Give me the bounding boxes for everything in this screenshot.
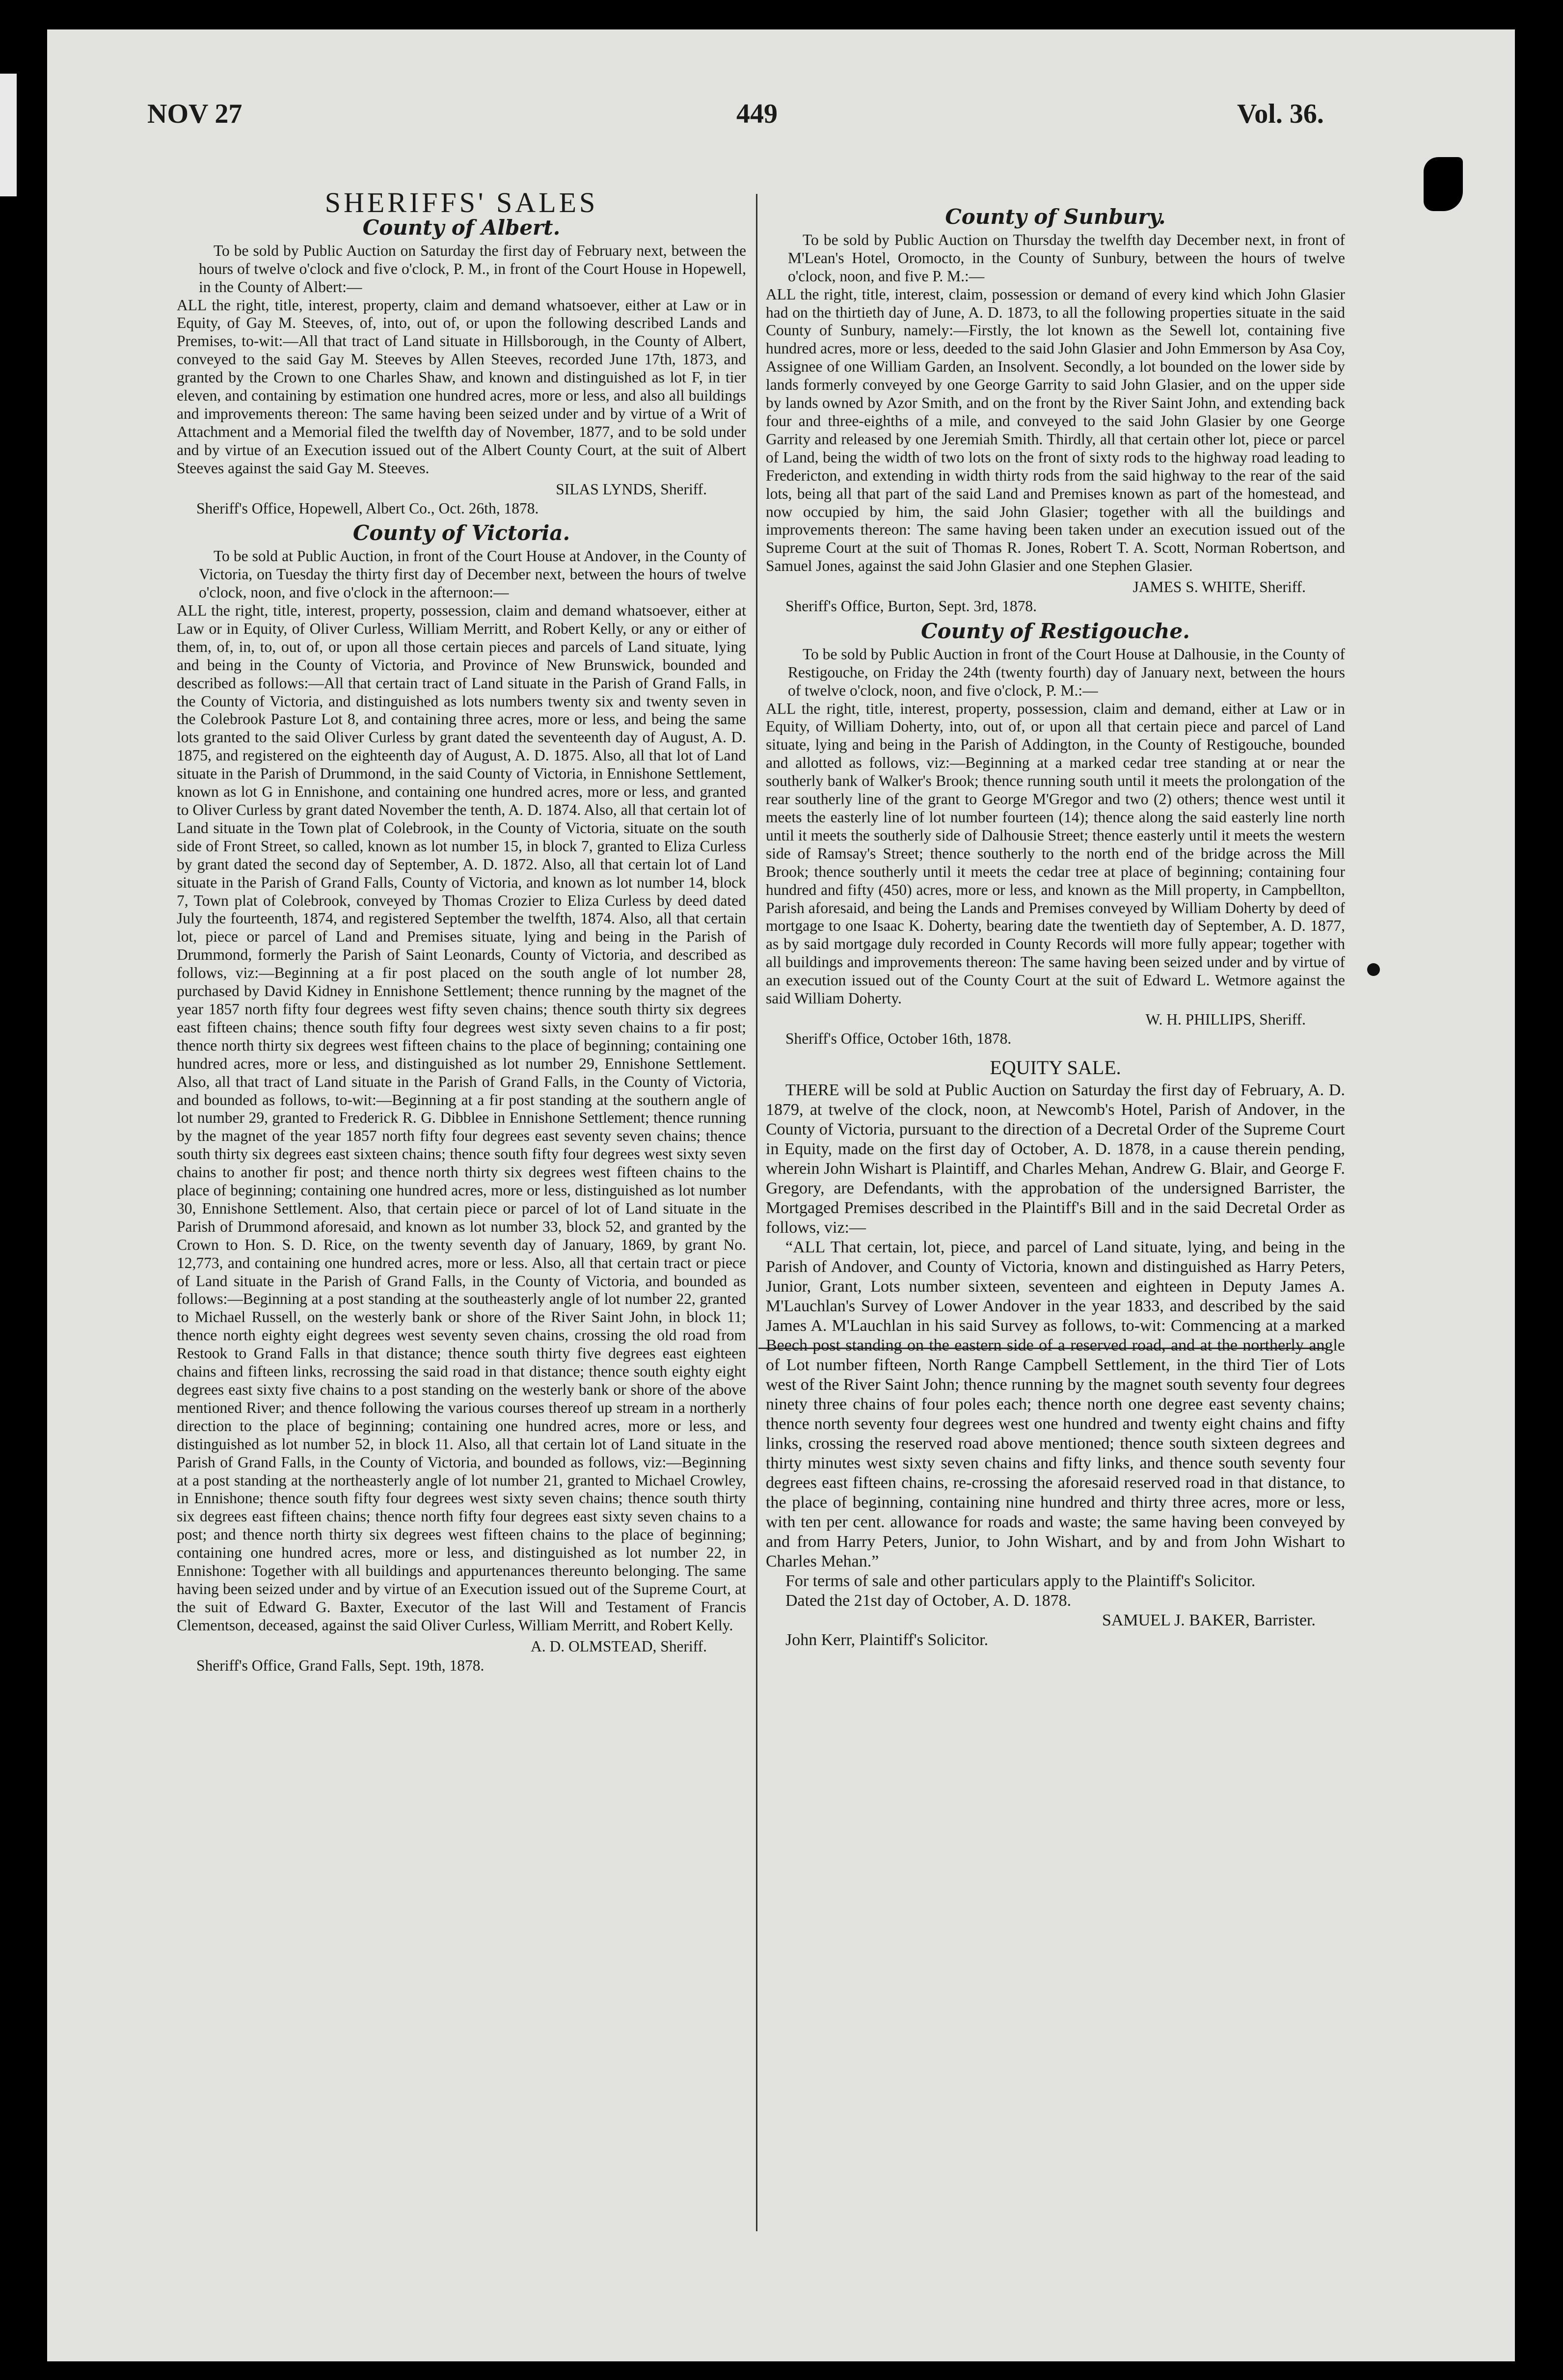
left-column	[177, 187, 747, 1675]
albert-lead: To be sold by Public Auction on Saturday the first day of February next, between the hours of twelve o'clock and five o'clock, P. M., in front of the Court House in Hopewell, in the County of Albert:—	[199, 242, 746, 296]
punch-hole-dot	[1367, 963, 1380, 976]
equity-para-2: “ALL That certain, lot, piece, and parcel of Land situate, lying, and being in the Parish of Andover, and County of Victoria, known and distinguished as Harry Peters, Junior, Grant, Lots number sixteen, seventeen and eighteen in Deputy James A. M'Lauchlan's Survey of Lower Andover in the year 1833, and described by the said James A. M'Lauchlan in his said Survey as follows, to-wit: Commencing at a marked Beech post standing on the eastern side of a reserved road, and at the northerly angle of Lot number fifteen, North Range Campbell Settlement, in the third Tier of Lots west of the River Saint John; thence running by the magnet south seventy four degrees ninety three chains of four poles each; thence north one degree east seventy chains; thence north seventy four degrees west one hundred and twenty eight chains and fifty links, crossing the reserved road above mentioned; thence south sixteen degrees and thirty minutes west sixty seven chains and fifty links, and thence south seventy four degrees east fifteen chains, re-crossing the aforesaid reserved road in that distance, to the place of beginning, containing nine hundred and thirty three acres, more or less, with ten per cent. allowance for roads and waste; the same having been conveyed by and from Harry Peters, Junior, to John Wishart, and by and from John Wishart to Charles Mehan.”	[766, 1238, 1345, 1570]
albert-body: ALL the right, title, interest, property, claim and demand whatsoever, either at Law or in Equity, of Gay M. Steeves, of, into, out of, or upon the following described Lands and Premises, to-wit:—All that tract of Land situate in Hillsborough, in the County of Albert, conveyed to the said Gay M. Steeves by Allen Steeves, recorded June 17th, 1873, and granted by the Crown to one Charles Shaw, and known and distinguished as lot F, in tier eleven, and containing by estimation one hundred acres, more or less, and also all buildings and improvements thereon: The same having been seized under and by virtue of a Writ of Attachment and a Memorial filed the twelfth day of November, 1877, and to be sold under and by virtue of an Execution issued out of the Albert County Court, at the suit of Albert Steeves against the said Gay M. Steeves.	[177, 296, 746, 477]
sunbury-heading: County of Sunbury.	[945, 205, 1166, 229]
equity-sale-section	[766, 1058, 1345, 1650]
equity-solicitor: John Kerr, Plaintiff's Solicitor.	[785, 1630, 989, 1649]
restigouche-heading: County of Restigouche.	[921, 619, 1190, 643]
equity-dated: Dated the 21st day of October, A. D. 1878.	[785, 1591, 1072, 1610]
victoria-office: Sheriff's Office, Grand Falls, Sept. 19th, 1878.	[196, 1656, 485, 1674]
header-date: NOV 27	[147, 99, 243, 129]
restigouche-signature: W. H. PHILLIPS, Sheriff.	[1145, 1010, 1306, 1028]
right-column	[766, 201, 1345, 1650]
section-title: SHERIFFS' SALES	[324, 187, 598, 218]
albert-office: Sheriff's Office, Hopewell, Albert Co., Oct. 26th, 1878.	[196, 499, 539, 517]
sunbury-signature: JAMES S. WHITE, Sheriff.	[1132, 578, 1306, 596]
victoria-signature: A. D. OLMSTEAD, Sheriff.	[530, 1637, 707, 1655]
volume-label: Vol. 36.	[1237, 99, 1324, 129]
restigouche-lead: To be sold by Public Auction in front of the Court House at Dalhousie, in the County of Restigouche, on Friday the 24th (twenty fourth) day of January next, between the hours of twelve o'clock, noon, and five o'clock, P. M.:—	[788, 645, 1345, 699]
column-divider	[756, 194, 757, 2231]
equity-para-1: THERE will be sold at Public Auction on Saturday the first day of February, A. D. 1879, at twelve of the clock, noon, at Newcomb's Hotel, Parish of Andover, in the County of Victoria, pursuant to the direction of a Decretal Order of the Supreme Court in Equity, made on the first day of October, A. D. 1878, in a cause therein pending, wherein John Wishart is Plaintiff, and Charles Mehan, Andrew G. Blair, and George F. Gregory, are Defendants, with the approbation of the undersigned Barrister, the Mortgaged Premises described in the Plaintiff's Bill and in the said Decretal Order as follows, viz:—	[766, 1081, 1345, 1237]
equity-heading: EQUITY SALE.	[990, 1056, 1121, 1079]
victoria-heading: County of Victoria.	[352, 521, 570, 545]
victoria-body: ALL the right, title, interest, property, possession, claim and demand whatsoever, either at Law or in Equity, of Oliver Curless, William Merritt, and Robert Kelly, or any or either of them, of, in, to, out of, or upon all those certain pieces and parcels of Land situate, lying and being in the County of Victoria, and Province of New Brunswick, bounded and described as follows:—All that certain tract of Land situate in the Parish of Grand Falls, in the County of Victoria, and distinguished as lots numbers twenty six and twenty seven in the Colebrook Pasture Lot 8, and containing three acres, more or less, and being the same lots granted to the said Oliver Curless by grant dated the seventeenth day of August, A. D. 1875, and registered on the eighteenth day of August, A. D. 1875. Also, all that lot of Land situate in the Parish of Drummond, in the said County of Victoria, in Ennishone Settlement, known as lot G in Ennishone, and containing one hundred acres, more or less, and granted to Oliver Curless by grant dated November the tenth, A. D. 1874. Also, all that certain lot of Land situate in the Town plat of Colebrook, in the County of Victoria, situate on the south side of Front Street, so called, known as lot number 15, in block 7, granted to Eliza Curless by grant dated the second day of September, A. D. 1872. Also, all that certain lot of Land situate in the Parish of Grand Falls, County of Victoria, and known as lot number 14, block 7, Town plat of Colebrook, conveyed by Thomas Crozier to Eliza Curless by deed dated July the fourteenth, 1874, and registered September the twelfth, 1874. Also, all that certain lot, piece or parcel of Land and Premises situate, lying and being in the Parish of Drummond, formerly the Parish of Saint Leonards, County of Victoria, and described as follows, viz:—Beginning at a fir post placed on the south angle of lot number 28, purchased by David Kidney in Ennishone Settlement; thence running by the magnet of the year 1857 north fifty four degrees west fifty seven chains; thence south thirty six degrees east fifteen chains; thence south fifty four degrees west sixty seven chains to a fir post; thence north thirty six degrees west fifteen chains to the place of beginning; containing one hundred acres, more or less, and distinguished as lot number 29, Ennishone Settlement. Also, all that tract of Land situate in the Parish of Grand Falls, in the County of Victoria, and bounded as follows, to-wit:—Beginning at a fir post standing at the southern angle of lot number 29, granted to Frederick R. G. Dibblee in Ennishone Settlement; thence running by the magnet of the year 1857 north fifty four degrees east seventy seven chains; thence south thirty six degrees east sixteen chains; thence south fifty four degrees west sixty seven chains to another fir post; and thence north thirty six degrees west fifteen chains to the place of beginning; containing one hundred acres, more or less, distinguished as lot number 30, Ennishone Settlement. Also, that certain piece or parcel of lot of Land situate in the Parish of Drummond aforesaid, and known as lot number 33, block 52, and granted by the Crown to Hon. S. D. Rice, on the twenty seventh day of January, 1869, by grant No. 12,773, and containing one hundred acres, more or less. Also, all that certain tract or piece of Land situate in the Parish of Grand Falls, in the County of Victoria, and bounded as follows:—Beginning at a post standing at the southeasterly angle of lot number 22, granted to Michael Russell, on the westerly bank or shore of the River Saint John, in block 11; thence north eighty eight degrees west seventy seven chains, crossing the old road from Restook to Grand Falls in that distance; thence south thirty five degrees east eighteen chains and fifteen links, recrossing the said road in that distance; thence south eighty eight degrees east sixty five chains to a post standing on the westerly bank or shore of the above mentioned River; and thence following the various courses thereof up stream in a northerly direction to the place of beginning; containing one hundred acres, more or less, and distinguished as lot number 52, in block 11. Also, all that certain lot of Land situate in the Parish of Grand Falls, in the County of Victoria, and bounded as follows, viz:—Beginning at a post standing at the northeasterly angle of lot number 21, granted to Michael Crowley, in Ennishone; thence south fifty four degrees west sixty seven chains; thence south thirty six degrees east fifteen chains; thence north fifty four degrees east sixty seven chains to a post; and thence north thirty six degrees west fifteen chains to the place of beginning; containing one hundred acres, more or less, and distinguished as lot number 22, in Ennishone: Together with all buildings and appurtenances thereunto belonging. The same having been seized under and by virtue of an Execution issued out of the Supreme Court, at the suit of Edward G. Baxter, Executor of the last Will and Testament of Francis Clementson, deceased, against the said Oliver Curless, William Merritt, and Robert Kelly.	[177, 602, 747, 1634]
victoria-lead: To be sold at Public Auction, in front of the Court House at Andover, in the County of Victoria, on Tuesday the thirty first day of December next, between the hours of twelve o'clock, noon, and five o'clock in the afternoon:—	[199, 547, 746, 601]
equity-barrister: SAMUEL J. BAKER, Barrister.	[1102, 1611, 1316, 1629]
equity-para-3: For terms of sale and other particulars apply to the Plaintiff's Solicitor.	[785, 1571, 1256, 1590]
sunbury-lead: To be sold by Public Auction on Thursday the twelfth day December next, in front of M'Lean's Hotel, Oromocto, in the County of Sunbury, between the hours of twelve o'clock, noon, and five P. M.:—	[788, 231, 1345, 285]
albert-signature: SILAS LYNDS, Sheriff.	[556, 480, 707, 498]
albert-heading: County of Albert.	[362, 215, 561, 240]
page-number: 449	[736, 99, 778, 129]
sunbury-body: ALL the right, title, interest, claim, possession or demand of every kind which John Glasier had on the thirtieth day of June, A. D. 1873, to all the following properties situate in the said County of Sunbury, namely:—Firstly, the lot known as the Sewell lot, containing five hundred acres, more or less, deeded to the said John Glasier and John Emmerson by Asa Coy, Assignee of one William Garden, an Insolvent. Secondly, a lot bounded on the lower side by lands formerly conveyed by one George Garrity to said John Glasier, and on the upper side by lands owned by Azor Smith, and on the front by the River Saint John, and extending back four and three-eighths of a mile, and conveyed to the said John Glasier by one George Garrity and released by one Jeremiah Smith. Thirdly, all that certain other lot, piece or parcel of Land, being the width of two lots on the front of sixty rods to the highway road leading to Fredericton, and extending in width thirty rods from the said highway to the rear of the said lots, being all that part of the said Land and Premises known as part of the homestead, and now occupied by him, the said John Glasier; together with all the buildings and improvements thereon: The same having been taken under an execution issued out of the Supreme Court at the suit of Thomas R. Jones, Robert T. A. Scott, Norman Robertson, and Samuel Jones, against the said John Glasier and one Stephen Glasier.	[766, 285, 1345, 575]
restigouche-body: ALL the right, title, interest, property, possession, claim and demand, either at Law or in Equity, of William Doherty, into, out of, or upon all that certain piece and parcel of Land situate, lying and being in the Parish of Addington, in the County of Restigouche, bounded and allotted as follows, viz:—Beginning at a marked cedar tree standing at or near the southerly bank of Walker's Brook; thence running south until it meets the prolongation of the rear southerly line of the grant to George M'Gregor and two (2) others; thence west until it meets the easterly line of lot number fourteen (14); thence along the said easterly line north until it meets the southerly side of Dalhousie Street; thence easterly until it meets the western side of Ramsay's Street; thence southerly to the north end of the bridge across the Mill Brook; thence southerly until it meets the cedar tree at place of beginning; containing four hundred and fifty (450) acres, more or less, and known as the Mill property, in Campbellton, Parish aforesaid, and being the Lands and Premises conveyed by William Doherty by deed of mortgage to one Isaac K. Doherty, bearing date the twentieth day of September, A. D. 1877, as by said mortgage duly recorded in County Records will more fully appear; together with all buildings and improvements thereon: The same having been seized under and by virtue of an execution issued out of the County Court at the suit of Edward L. Wetmore against the said William Doherty.	[766, 700, 1345, 1007]
sunbury-office: Sheriff's Office, Burton, Sept. 3rd, 1878.	[785, 597, 1037, 615]
ink-blot	[1424, 157, 1463, 211]
restigouche-office: Sheriff's Office, October 16th, 1878.	[785, 1029, 1012, 1047]
scan-margin-strip	[0, 74, 17, 196]
